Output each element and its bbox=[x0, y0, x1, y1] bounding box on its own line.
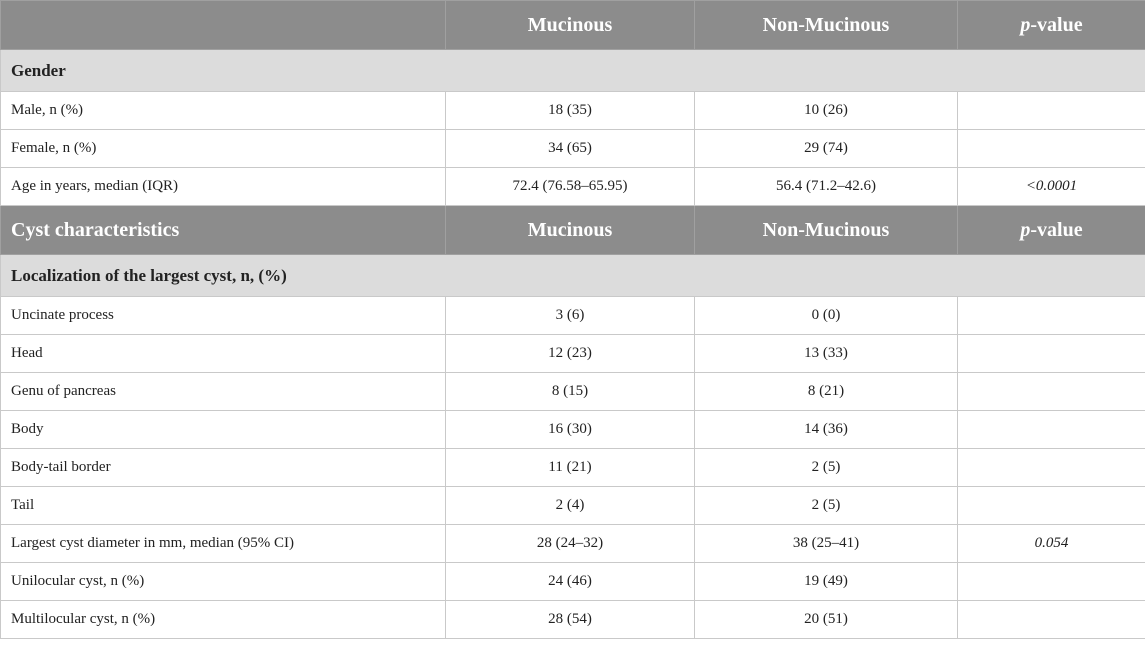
cell-p-value bbox=[958, 335, 1145, 373]
cell-non-mucinous: 13 (33) bbox=[695, 335, 958, 373]
cell-non-mucinous: 29 (74) bbox=[695, 130, 958, 168]
cell-non-mucinous: 2 (5) bbox=[695, 487, 958, 525]
cell-mucinous: 3 (6) bbox=[446, 297, 695, 335]
header-p-value bbox=[958, 1, 1145, 50]
cell-p-value bbox=[958, 373, 1145, 411]
row-label: Head bbox=[1, 335, 446, 373]
table-row bbox=[1, 373, 1145, 411]
cell-p-value bbox=[958, 92, 1145, 130]
cell-non-mucinous: 10 (26) bbox=[695, 92, 958, 130]
table-row bbox=[1, 297, 1145, 335]
cell-non-mucinous: 20 (51) bbox=[695, 601, 958, 639]
cell-p-value bbox=[958, 487, 1145, 525]
row-label: Body-tail border bbox=[1, 449, 446, 487]
cell-mucinous: 24 (46) bbox=[446, 563, 695, 601]
cell-mucinous: 11 (21) bbox=[446, 449, 695, 487]
cell-mucinous: 2 (4) bbox=[446, 487, 695, 525]
cell-mucinous: 28 (24–32) bbox=[446, 525, 695, 563]
row-label: Largest cyst diameter in mm, median (95% CI) bbox=[1, 525, 446, 563]
row-label: Tail bbox=[1, 487, 446, 525]
header-mucinous: Mucinous bbox=[446, 206, 695, 255]
cell-p-value: 0.054 bbox=[958, 525, 1145, 563]
table-row bbox=[1, 335, 1145, 373]
row-label: Uncinate process bbox=[1, 297, 446, 335]
header-p-letter: p bbox=[1020, 218, 1031, 241]
row-label: Multilocular cyst, n (%) bbox=[1, 601, 446, 639]
header-p-value bbox=[958, 206, 1145, 255]
cell-mucinous: 16 (30) bbox=[446, 411, 695, 449]
table-row bbox=[1, 411, 1145, 449]
cell-mucinous: 28 (54) bbox=[446, 601, 695, 639]
table-row bbox=[1, 92, 1145, 130]
section-row-localization bbox=[1, 255, 1145, 297]
header-mucinous: Mucinous bbox=[446, 1, 695, 50]
cell-non-mucinous: 38 (25–41) bbox=[695, 525, 958, 563]
cell-p-value bbox=[958, 563, 1145, 601]
section-row-gender bbox=[1, 50, 1145, 92]
table-row bbox=[1, 601, 1145, 639]
cell-mucinous: 8 (15) bbox=[446, 373, 695, 411]
header-empty-cell bbox=[1, 1, 446, 50]
section-label-gender: Gender bbox=[1, 50, 1145, 92]
cell-non-mucinous: 8 (21) bbox=[695, 373, 958, 411]
table-row bbox=[1, 525, 1145, 563]
row-label: Unilocular cyst, n (%) bbox=[1, 563, 446, 601]
cell-mucinous: 12 (23) bbox=[446, 335, 695, 373]
cell-mucinous: 18 (35) bbox=[446, 92, 695, 130]
cell-non-mucinous: 2 (5) bbox=[695, 449, 958, 487]
header-cyst-characteristics: Cyst characteristics bbox=[1, 206, 446, 255]
row-label: Genu of pancreas bbox=[1, 373, 446, 411]
cell-non-mucinous: 19 (49) bbox=[695, 563, 958, 601]
header-non-mucinous: Non-Mucinous bbox=[695, 1, 958, 50]
cell-mucinous: 72.4 (76.58–65.95) bbox=[446, 168, 695, 206]
section-label-localization: Localization of the largest cyst, n, (%) bbox=[1, 255, 1145, 297]
row-label: Female, n (%) bbox=[1, 130, 446, 168]
row-label: Age in years, median (IQR) bbox=[1, 168, 446, 206]
header-p-suffix: -value bbox=[1030, 218, 1083, 241]
cell-p-value bbox=[958, 601, 1145, 639]
table-row bbox=[1, 449, 1145, 487]
row-label: Male, n (%) bbox=[1, 92, 446, 130]
cell-non-mucinous: 14 (36) bbox=[695, 411, 958, 449]
cell-non-mucinous: 0 (0) bbox=[695, 297, 958, 335]
table-header-row-cyst bbox=[1, 206, 1145, 255]
row-label: Body bbox=[1, 411, 446, 449]
header-p-letter: p bbox=[1020, 13, 1031, 36]
cell-p-value bbox=[958, 130, 1145, 168]
cell-mucinous: 34 (65) bbox=[446, 130, 695, 168]
table-row bbox=[1, 563, 1145, 601]
table-row bbox=[1, 130, 1145, 168]
cell-p-value bbox=[958, 449, 1145, 487]
cell-non-mucinous: 56.4 (71.2–42.6) bbox=[695, 168, 958, 206]
header-p-suffix: -value bbox=[1030, 13, 1083, 36]
cell-p-value bbox=[958, 297, 1145, 335]
table-header-row bbox=[1, 1, 1145, 50]
cell-p-value bbox=[958, 411, 1145, 449]
table-row bbox=[1, 487, 1145, 525]
header-non-mucinous: Non-Mucinous bbox=[695, 206, 958, 255]
table-row bbox=[1, 168, 1145, 206]
cell-p-value: <0.0001 bbox=[958, 168, 1145, 206]
